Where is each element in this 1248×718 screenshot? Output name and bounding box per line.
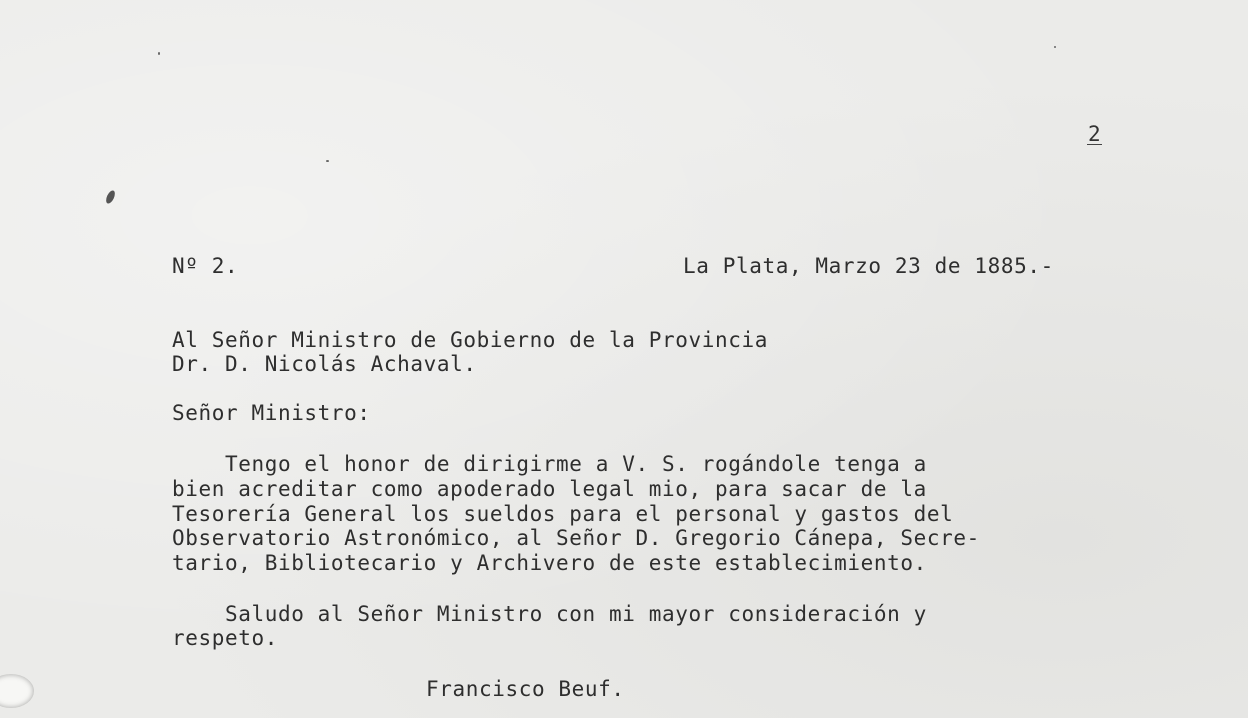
body-line: tario, Bibliotecario y Archivero de este establecimiento. — [172, 551, 927, 575]
recipient-line-2: Dr. D. Nicolás Achaval. — [172, 352, 477, 376]
body-line: Observatorio Astronómico, al Señor D. Gregorio Cánepa, Secre- — [172, 526, 980, 550]
recipient-line-1: Al Señor Ministro de Gobierno de la Provincia — [172, 328, 768, 352]
body-line: bien acreditar como apoderado legal mio, para sacar de la — [172, 477, 927, 501]
closing-line: respeto. — [172, 626, 278, 650]
ink-spot — [104, 189, 116, 205]
closing-line: Saludo al Señor Ministro con mi mayor consideración y — [172, 602, 927, 626]
page-number: 2 — [1088, 122, 1101, 146]
reference-number: Nº 2. — [172, 254, 239, 278]
place-and-date: La Plata, Marzo 23 de 1885.- — [683, 254, 1054, 278]
salutation: Señor Ministro: — [172, 401, 371, 425]
body-line: Tengo el honor de dirigirme a V. S. rogándole tenga a — [172, 452, 927, 476]
speck — [1054, 46, 1056, 48]
body-line: Tesorería General los sueldos para el personal y gastos del — [172, 502, 954, 526]
signature: Francisco Beuf. — [426, 677, 625, 701]
punch-hole — [0, 674, 34, 708]
speck — [158, 52, 160, 55]
speck — [326, 160, 329, 162]
